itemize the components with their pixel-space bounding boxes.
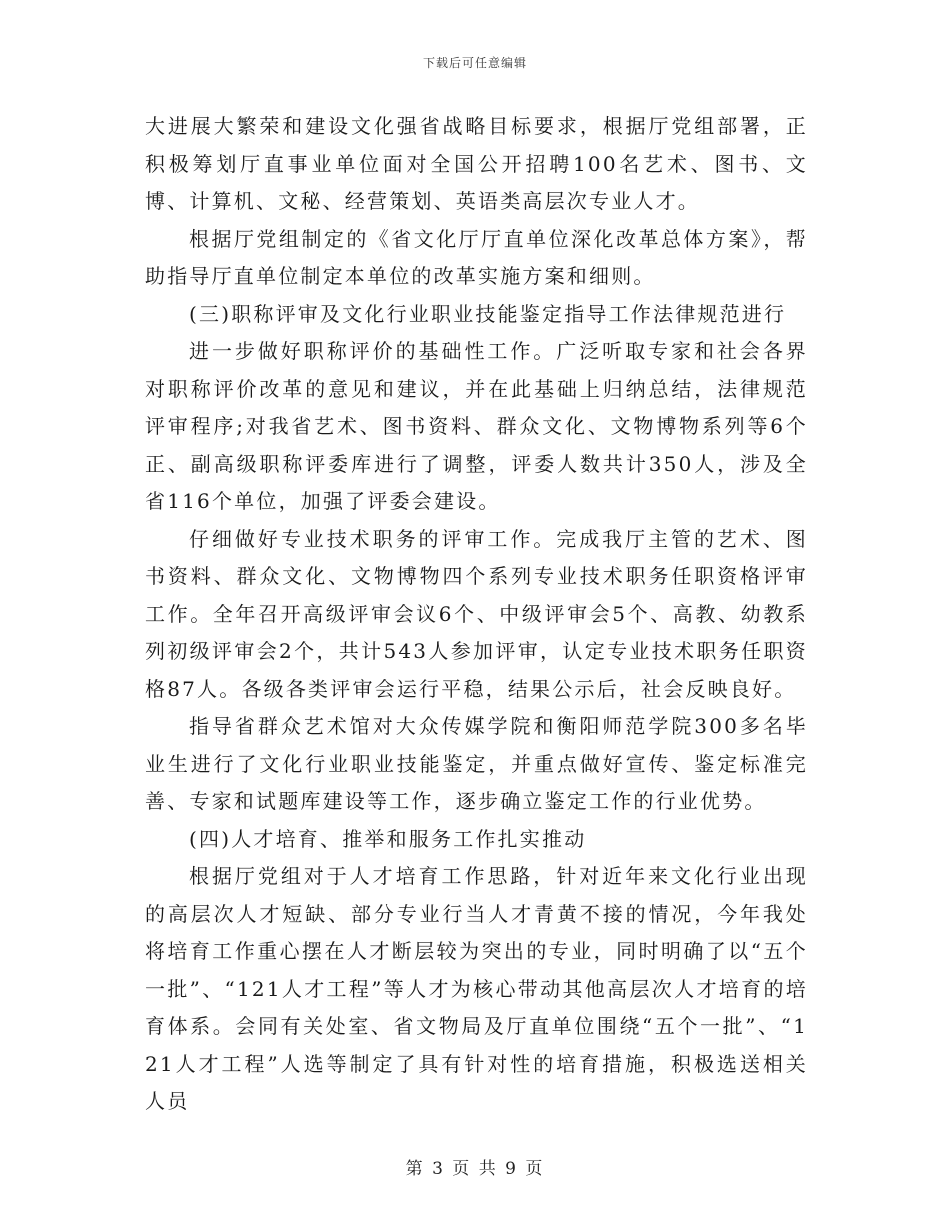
paragraph-6: 指导省群众艺术馆对大众传媒学院和衡阳师范学院300多名毕业生进行了文化行业职业技能鉴定，并重点做好宣传、鉴定标准完善、专家和试题库建设等工作，逐步确立鉴定工作的行业优势。: [145, 714, 808, 813]
paragraph-1: 大进展大繁荣和建设文化强省战略目标要求，根据厅党组部署，正积极筹划厅直事业单位面对全国公开招聘100名艺术、图书、文博、计算机、文秘、经营策划、英语类高层次专业人才。: [145, 114, 808, 213]
paragraph-5: 仔细做好专业技术职务的评审工作。完成我厅主管的艺术、图书资料、群众文化、文物博物四个系列专业技术职务任职资格评审工作。全年召开高级评审会议6个、中级评审会5个、高教、幼教系列初级评审会2个，共计543人参加评审，认定专业技术职务任职资格87人。各级各类评审会运行平稳，结果公示后，社会反映良好。: [145, 526, 808, 701]
section-heading-4: (四)人才培育、推举和服务工作扎实推动: [189, 826, 587, 851]
paragraph-2: 根据厅党组制定的《省文化厅厅直单位深化改革总体方案》，帮助指导厅直单位制定本单位的改革实施方案和细则。: [145, 226, 808, 288]
paragraph-8: 根据厅党组对于人才培育工作思路，针对近年来文化行业出现的高层次人才短缺、部分专业行当人才青黄不接的情况，今年我处将培育工作重心摆在人才断层较为突出的专业，同时明确了以“五个一批”、“121人才工程”等人才为核心带动其他高层次人才培育的培育体系。会同有关处室、省文物局及厅直单位围绕“五个一批”、“121人才工程”人选等制定了具有针对性的培育措施，积极选送相关人员: [145, 864, 808, 1113]
document-body: [145, 108, 808, 1121]
section-heading-3: (三)职称评审及文化行业职业技能鉴定指导工作法律规范进行: [189, 301, 787, 326]
page-header-note: 下载后可任意编辑: [422, 56, 527, 70]
paragraph-4: 进一步做好职称评价的基础性工作。广泛听取专家和社会各界对职称评价改革的意见和建议，并在此基础上归纳总结，法律规范评审程序;对我省艺术、图书资料、群众文化、文物博物系列等6个正、副高级职称评委库进行了调整，评委人数共计350人，涉及全省116个单位，加强了评委会建设。: [145, 339, 808, 513]
page-number-footer: 第 3 页 共 9 页: [405, 1159, 545, 1179]
